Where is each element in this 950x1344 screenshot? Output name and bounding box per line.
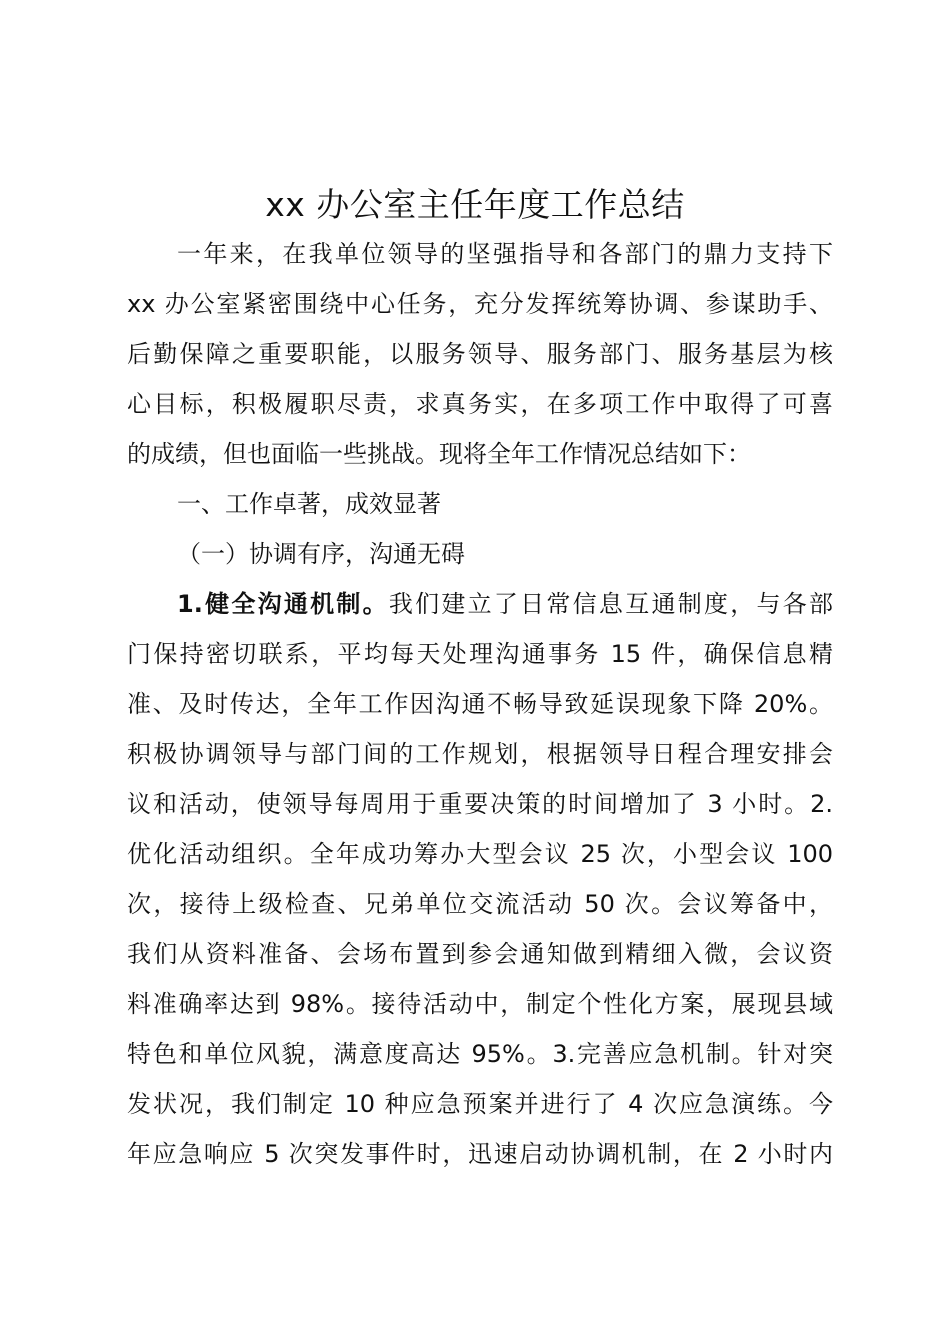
- paragraph-line: 我们从资料准备、会场布置到参会通知做到精细入微，会议资: [127, 940, 833, 968]
- paragraph-line: 门保持密切联系，平均每天处理沟通事务 15 件，确保信息精: [127, 640, 833, 668]
- paragraph-line: 准、及时传达，全年工作因沟通不畅导致延误现象下降 20%。: [127, 690, 833, 718]
- item-text: 我们建立了日常信息互通制度，与各部: [388, 590, 833, 618]
- paragraph-line: 优化活动组织。全年成功筹办大型会议 25 次，小型会议 100: [127, 840, 833, 868]
- paragraph-line: 心目标，积极履职尽责，求真务实，在多项工作中取得了可喜: [127, 390, 833, 418]
- paragraph-line: 次，接待上级检查、兄弟单位交流活动 50 次。会议筹备中，: [127, 890, 833, 918]
- paragraph-line: 料准确率达到 98%。接待活动中，制定个性化方案，展现县域: [127, 990, 833, 1018]
- paragraph-line: 年应急响应 5 次突发事件时，迅速启动协调机制，在 2 小时内: [127, 1140, 833, 1168]
- paragraph-line-with-heading: [177, 584, 833, 624]
- paragraph-line: 发状况，我们制定 10 种应急预案并进行了 4 次应急演练。今: [127, 1090, 833, 1118]
- paragraph-line: 积极协调领导与部门间的工作规划，根据领导日程合理安排会: [127, 740, 833, 768]
- paragraph-line: 一年来，在我单位领导的坚强指导和各部门的鼎力支持下: [177, 240, 833, 268]
- paragraph-line: 的成绩，但也面临一些挑战。现将全年工作情况总结如下：: [127, 440, 751, 468]
- section-heading: 一、工作卓著，成效显著: [177, 490, 441, 518]
- paragraph-line: 后勤保障之重要职能，以服务领导、服务部门、服务基层为核: [127, 340, 833, 368]
- item-heading: 1.健全沟通机制。: [177, 590, 389, 618]
- paragraph-line: xx 办公室紧密围绕中心任务，充分发挥统筹协调、参谋助手、: [127, 290, 833, 318]
- document-title: xx 办公室主任年度工作总结: [265, 185, 685, 224]
- paragraph-line: 议和活动，使领导每周用于重要决策的时间增加了 3 小时。2.: [127, 790, 833, 818]
- paragraph-line: 特色和单位风貌，满意度高达 95%。3.完善应急机制。针对突: [127, 1040, 833, 1068]
- subsection-heading: （一）协调有序，沟通无碍: [177, 540, 465, 568]
